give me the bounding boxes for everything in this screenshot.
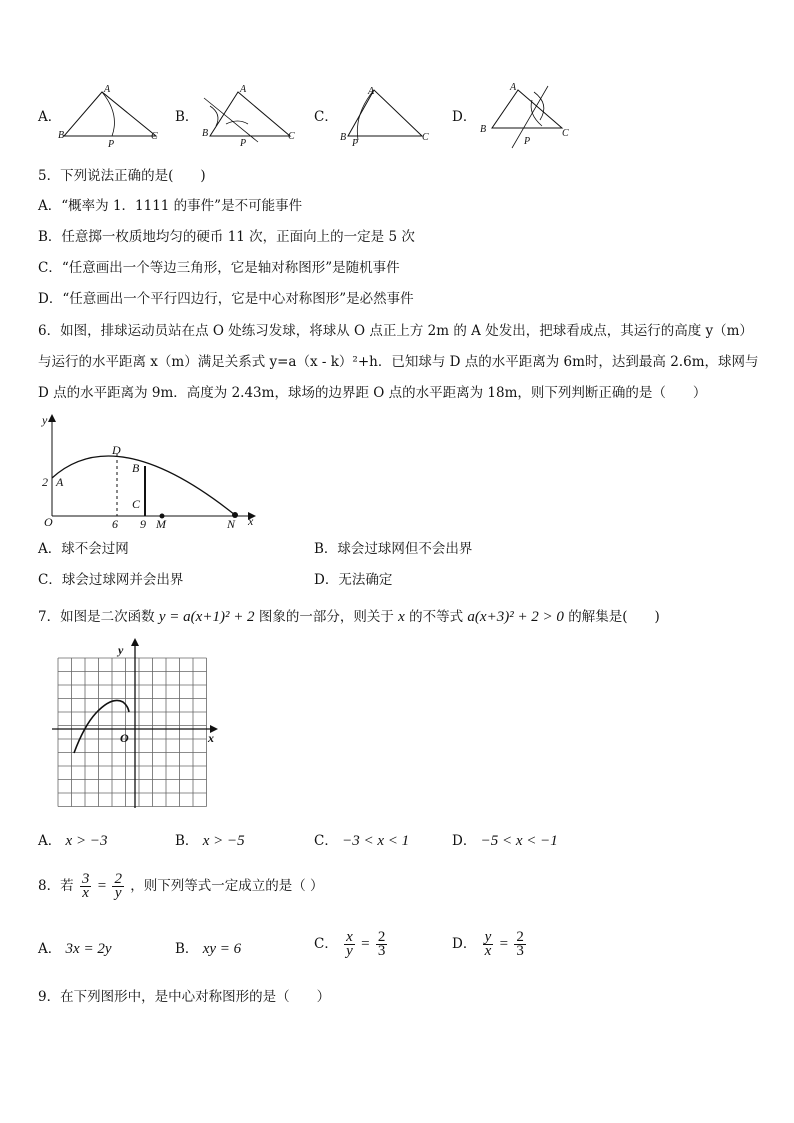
q6-label-y: y (42, 413, 48, 427)
q7-function: y = a(x+1)² + 2 (158, 609, 255, 625)
q8-option-d-letter: D． (452, 936, 477, 952)
q7-option-b-expr: x > −5 (202, 833, 245, 849)
q8-option-d-frac-num: y (484, 929, 492, 945)
q7-grid (58, 658, 207, 807)
q4-option-d-letter: D． (452, 109, 477, 125)
q7-stem-mid1: 图象的一部分，则关于 (258, 609, 394, 625)
q8-fraction-right-den: y (114, 885, 122, 901)
q4-c-label-top: A (368, 86, 375, 97)
q4-a-label-bottom: P (108, 139, 115, 148)
q4-d-label-bottom: P (524, 136, 531, 147)
q4-d-label-top: A (510, 82, 517, 93)
q7-stem (38, 608, 660, 626)
q4-b-label-right: C (288, 131, 295, 142)
q8-fraction-left (80, 873, 92, 900)
q8-option-c-frac-num: x (346, 929, 353, 945)
q7-option-b-letter: B． (175, 833, 199, 849)
q4-a-label-top: A (104, 84, 111, 95)
q8-option-d-equals: = (499, 936, 509, 952)
q4-option-c-figure (336, 84, 441, 148)
q4-option-c-letter: C． (314, 109, 338, 125)
q8-option-c-rhs-den: 3 (377, 943, 386, 959)
q8-option-d-rhs-den: 3 (516, 943, 524, 959)
q7-option-a (38, 832, 107, 850)
q8-option-c-frac (344, 931, 355, 958)
q4-a-label-left: B (58, 130, 65, 141)
q8-option-d-rhs-num: 2 (516, 929, 524, 945)
q7-option-d-letter: D． (452, 833, 477, 849)
q7-inequality: a(x+3)² + 2 > 0 (467, 609, 564, 625)
q4-a-label-right: C (151, 131, 158, 142)
q7-option-b (175, 832, 245, 850)
q6-option-a: A．球不会过网 (38, 541, 129, 557)
q7-option-d-expr: −5 < x < −1 (480, 833, 558, 849)
q4-option-a-figure (58, 84, 163, 148)
q8-option-d-frac-den: x (484, 943, 492, 959)
q8-option-d (452, 930, 528, 958)
q7-label-x: x (208, 731, 214, 745)
q7-option-c (314, 832, 409, 850)
q4-b-label-top: A (240, 84, 247, 95)
q8-option-c (314, 930, 389, 958)
q8-option-b-expr: xy = 6 (202, 941, 242, 957)
q7-label-y: y (118, 643, 124, 657)
q5-option-b: B．任意掷一枚质地均匀的硬币 11 次，正面向上的一定是 5 次 (38, 229, 415, 245)
q4-b-label-bottom: P (240, 138, 247, 148)
q8-option-a-letter: A． (38, 941, 62, 957)
q6-label-6: 6 (112, 517, 118, 531)
q8-fraction-right-num: 2 (114, 871, 122, 887)
q7-stem-suffix: 的解集是( ) (568, 609, 660, 625)
q5-stem: 5．下列说法正确的是( ) (38, 168, 206, 184)
q6-label-2: 2 (42, 475, 48, 489)
q4-c-label-left: B (340, 132, 347, 143)
q7-variable: x (398, 609, 405, 625)
q6-option-b: B．球会过球网但不会出界 (314, 541, 473, 557)
q7-label-o: O (120, 731, 129, 745)
q4-b-label-left: B (202, 128, 209, 139)
q7-option-c-letter: C． (314, 833, 338, 849)
q4-option-b-letter: B． (175, 109, 199, 125)
q8-equals: = (97, 878, 107, 894)
q6-label-9: 9 (140, 517, 146, 531)
q6-option-c: C．球会过球网并会出界 (38, 572, 184, 588)
q9-stem: 9．在下列图形中，是中心对称图形的是（ ） (38, 989, 331, 1005)
q4-option-a-letter: A． (38, 109, 62, 125)
q5-option-c: C．“任意画出一个等边三角形，它是轴对称图形”是随机事件 (38, 260, 400, 276)
q8-option-a-expr: 3x = 2y (65, 941, 112, 957)
q8-option-c-frac-den: y (346, 943, 353, 959)
q7-option-a-expr: x > −3 (65, 833, 108, 849)
q6-label-m: M (156, 517, 166, 531)
q8-stem-suffix: ，则下列等式一定成立的是（ ） (130, 878, 324, 894)
q6-option-d: D．无法确定 (314, 572, 393, 588)
q8-option-c-letter: C． (314, 936, 338, 952)
q6-label-x: x (248, 514, 254, 528)
q8-option-c-rhs (376, 931, 388, 958)
q5-option-d: D．“任意画出一个平行四边行，它是中心对称图形”是必然事件 (38, 291, 414, 307)
q8-option-d-frac (483, 931, 494, 958)
q8-option-b-letter: B． (175, 941, 199, 957)
q8-option-a (38, 940, 111, 958)
q6-label-c: C (132, 497, 141, 511)
q6-label-d: D (112, 443, 121, 457)
q6-stem-line2: 与运行的水平距离 x（m）满足关系式 y=a（x - k）²+h．已知球与 D 点的水平距离为 6m时，达到最高 2.6m，球网与 (38, 354, 759, 370)
q7-option-a-letter: A． (38, 833, 62, 849)
q4-d-label-left: B (480, 124, 487, 135)
q4-d-label-right: C (562, 128, 569, 139)
q4-c-label-bottom: P (352, 138, 359, 148)
q8-fraction-left-den: x (82, 885, 89, 901)
q4-c-label-right: C (422, 132, 429, 143)
q8-stem-prefix: 8．若 (38, 878, 74, 894)
q6-label-a: A (56, 475, 64, 489)
q6-stem-line3: D 点的水平距离为 9m．高度为 2.43m，球场的边界距 O 点的水平距离为 18m，则下列判断正确的是（ ） (38, 385, 707, 401)
q6-figure (36, 410, 261, 532)
q8-fraction-left-num: 3 (81, 871, 90, 887)
q5-option-a: A．“概率为 1．1111 的事件”是不可能事件 (38, 198, 303, 214)
q8-fraction-right (112, 873, 124, 900)
q8-option-b (175, 940, 241, 958)
q8-option-c-rhs-num: 2 (377, 929, 386, 945)
q6-label-b: B (132, 461, 140, 475)
q7-stem-prefix: 7．如图是二次函数 (38, 609, 155, 625)
q7-stem-mid2: 的不等式 (409, 609, 464, 625)
q8-stem (38, 872, 324, 900)
q7-option-d (452, 832, 558, 850)
q4-option-d-figure (478, 80, 583, 150)
q6-stem-line1: 6．如图，排球运动员站在点 O 处练习发球，将球从 O 点正上方 2m 的 A 处发出，把球看成点，其运行的高度 y（m） (38, 323, 753, 339)
q7-option-c-expr: −3 < x < 1 (342, 833, 410, 849)
q6-label-o: O (44, 515, 53, 529)
q8-option-d-rhs (514, 931, 526, 958)
q4-option-b-figure (196, 84, 301, 148)
q8-option-c-equals: = (361, 936, 370, 952)
q7-grid-figure (48, 638, 220, 812)
q6-label-n: N (227, 517, 236, 531)
